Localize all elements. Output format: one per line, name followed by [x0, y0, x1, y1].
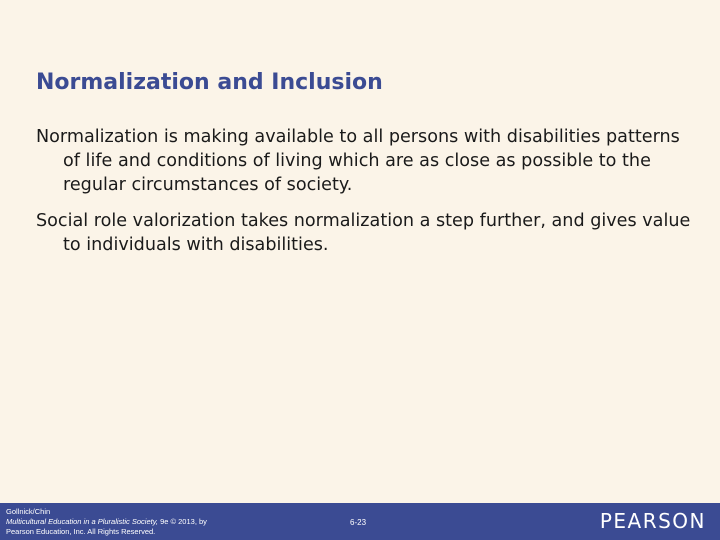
citation-book-title: Multicultural Education in a Pluralistic Society, — [6, 517, 159, 526]
footer-citation — [6, 507, 207, 537]
slide-title: Normalization and Inclusion — [36, 70, 383, 95]
slide-body — [36, 125, 696, 269]
citation-line-1: Gollnick/Chin — [6, 507, 51, 516]
page-number: 6-23 — [350, 518, 367, 527]
pearson-logo: PEARSON — [599, 509, 706, 533]
citation-line-3: Pearson Education, Inc. All Rights Reserved. — [6, 527, 156, 536]
citation-line-2 — [6, 517, 207, 527]
paragraph-normalization: Normalization is making available to all persons with disabilities patterns of life and conditions of living which are as close as possible to the regular circumstances of society. — [36, 127, 680, 195]
citation-edition: 9e © 2013, by — [158, 517, 207, 526]
footer-bar — [0, 503, 720, 540]
paragraph-social-role-valorization: Social role valorization takes normalization a step further, and gives value to individuals with disabilities. — [36, 211, 691, 255]
